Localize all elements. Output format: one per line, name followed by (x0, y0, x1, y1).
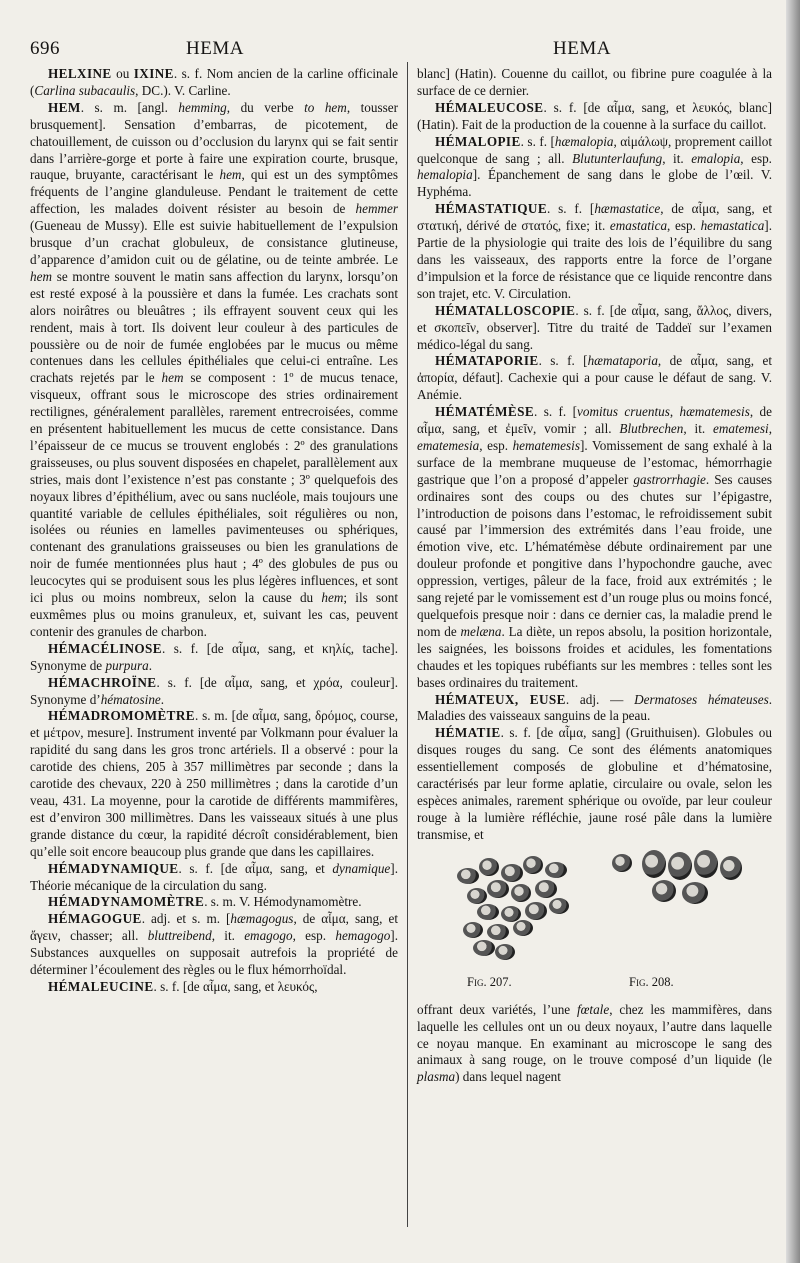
blood-cell-drawing (652, 880, 676, 902)
figure-207-caption: Fig. 207. (467, 974, 512, 989)
figure-207-blood-cells (417, 848, 597, 968)
dictionary-entry: HÉMALEUCINE. s. f. [de αἷμα, sang, et λευκός, (48, 978, 318, 994)
dictionary-entry: HÉMADYNAMIQUE. s. f. [de αἷμα, sang, et dynamique]. Théorie mécanique de la circulation du sang. (30, 860, 398, 893)
blood-cell-drawing (495, 944, 515, 960)
figure-208-caption: Fig. 208. (629, 974, 674, 989)
page-edge-shadow (786, 0, 800, 1263)
right-column-top (417, 66, 772, 844)
dictionary-entry: HÉMATEUX, EUSE. adj. — Dermatoses hémateuses. Maladies des vaisseaux sanguins de la peau. (417, 691, 772, 724)
blood-cell-drawing (523, 856, 543, 874)
right-column-bottom (417, 1002, 772, 1087)
dictionary-entry: HÉMADYNAMOMÈTRE. s. m. V. Hémodynamomètre. (48, 894, 362, 910)
figure-208-blood-cells (612, 848, 742, 928)
blood-cell-drawing (467, 888, 487, 904)
blood-cell-drawing (682, 882, 708, 904)
blood-cell-drawing (463, 922, 483, 938)
figure-area (417, 848, 772, 996)
blood-cell-drawing (479, 858, 499, 876)
dictionary-entry: HÉMASTATIQUE. s. f. [hæmastatice, de αἷμα, sang, et στατική, dérivé de στατός, fixe; it. emastatica, esp. hemastatica]. Partie de la physiologie qui traite des lois de l’équilibre du sang dans les vaisseaux, des rapports entre la force de l’organe d’impulsion et la force de résistance que ce liquide rencontre dans son trajet, etc. V. Circulation. (417, 201, 773, 301)
blood-cell-drawing (642, 850, 666, 878)
dictionary-entry: HÉMADROMOMÈTRE. s. m. [de αἷμα, sang, δρόμος, course, et μέτρον, mesure]. Instrument inventé par Volkmann pour évaluer la rapidité du sang dans les gros tronc artériels. Il a observé : pour la carotide des chiens, 205 à 357 millimètres par seconde ; dans la carotide des chevaux, 220 à 250 millimètres ; dans la carotide d’un veau, 431. La moyenne, pour la carotide de différents mammifères, est d’environ 300 millimètres. Dans les vaisseaux situés à une plus grande distance du cœur, la rapidité décroît considérablement, bien qu’elle soit encore beaucoup plus grande que dans les capillaires. (30, 708, 398, 859)
blood-cell-drawing (668, 852, 692, 880)
dictionary-entry: HÉMALOPIE. s. f. [hæmalopia, αἱμάλωψ, proprement caillot quelconque de sang ; all. Blutunterlaufung, it. emalopia, esp. hemalopia]. Épanchement de sang dans le globe de l’œil. V. Hyphéma. (417, 133, 772, 200)
dictionary-entry: HÉMATÉMÈSE. s. f. [vomitus cruentus, hæmatemesis, de αἷμα, sang, et ἐμεῖν, vomir ; all. Blutbrechen, it. ematemesi, ematemesia, esp. hematemesis]. Vomissement de sang exhalé à la surface de la membrane muqueuse de l’estomac, hémorrhagie gastrique que l’on a proposé d’appeler gastrorrhagie. Ses causes ordinaires sont des coups ou des chutes sur l’épigastre, l’introduction de poisons dans l’estomac, le refroidissement subit causé par l’immersion des extrémités dans l’eau froide, une émotion vive, etc. L’hématémèse débute ordinairement par une douleur profonde et pongitive dans l’hypochondre gauche, avec oppression, vertiges, pâleur de la face, froid aux extrémités ; le sang rejeté par le vomissement est d’un rouge plus ou moins foncé, quelquefois presque noir : dans ce dernier cas, la maladie prend le nom de melæna. La diète, un repos absolu, la position horizontale, les saignées, les boissons froides et acidules, les fomentations chaudes et les topiques rubéfiants sur les membres : telles sont les bases ordinaires du traitement. (417, 404, 773, 690)
column-divider (407, 62, 408, 1227)
dictionary-entry: HÉMACÉLINOSE. s. f. [de αἷμα, sang, et κηλίς, tache]. Synonyme de purpura. (30, 640, 398, 673)
running-head-left: HEMA (186, 38, 244, 59)
blood-cell-drawing (549, 898, 569, 914)
blood-cell-drawing (501, 906, 521, 922)
blood-cell-drawing (487, 880, 509, 898)
dictionary-entry: offrant deux variétés, l’une fœtale, chez les mammifères, dans laquelle les cellules ont un ou deux noyaux, l’autre dans laquelle ce noyau manque. En examinant au microscope le sang des animaux à sang rouge, on le trouve composé d’un liquide (le plasma) dans lequel nagent (417, 1001, 772, 1085)
blood-cell-drawing (694, 850, 718, 878)
dictionary-entry: HÉMAGOGUE. adj. et s. m. [hæmagogus, de αἷμα, sang, et ἄγειν, chasser; all. bluttreibend, it. emagogo, esp. hemagogo]. Substances auxquelles on supposait autrefois la propriété de déterminer l’écoulement des règles ou le flux hémorrhoïdal. (30, 911, 398, 978)
blood-cell-drawing (612, 854, 632, 872)
blood-cell-drawing (525, 902, 547, 920)
dictionary-entry: HEM. s. m. [angl. hemming, du verbe to hem, tousser brusquement]. Sensation d’embarras, de picotement, de chatouillement, de cuisson ou d’occlusion du larynx qui se fait sentir dans l’arrière-gorge et porte à faire une expiration courte, brusque, rauque, bruyante, caractérisant le hem, qui est un des symptômes fréquents de l’angine glanduleuse. Pendant le traitement de cette affection, les malades doivent résister au besoin de hemmer (Gueneau de Mussy). Elle est suivie habituellement de l’expulsion brusque d’un crachat globuleux, de consistance glutineuse, d’apparence d’amidon cuit ou de gélatine, ou de teinte ambrée. Le hem se montre souvent le matin sans affection du larynx, lorsqu’on est resté exposé à la poussière et dans la fumée. Les crachats sont alors noirâtres ou bleuâtres ; ils effrayent souvent ceux qui les rendent, mais à tort. Ils doivent leur couleur à des particules de poussière ou de noir de fumée englobées par le mucus ou même contenues dans les cellules épithéliales que celui-ci entraîne. Les crachats rejetés par le hem se composent : 1º de mucus tenace, visqueux, offrant sous le microscope des stries ordinairement rectilignes, généralement parallèles, rarement entrecroisées, comme en présentent habituellement les mucus de cette consistance. Dans l’épaisseur de ce mucus se trouvent englobés : 2º des granulations graisseuses, ou plus souvent disposées en chapelet, parallèlement aux stries, mais dont l’existence n’est pas constante ; 3º quelquefois des noyaux libres d’épithélium, avec ou sans nucléole, mais toujours une quantité variable de cellules épithéliales, soit régulières ou non, isolées ou réunies en lamelles pavimenteuses ou sphériques, contenant des granulations graisseuses ou bien les granulations de noir de fumée mentionnées plus haut ; 4º des globules de pus ou leucocytes qui se produisent sous les plus légères influences, et sont ici plus ou moins nombreux, selon la cause du hem; ils sont euxmêmes plus ou moins granuleux, et, suivant les cas, peuvent contenir des granules de charbon. (30, 99, 399, 639)
dictionary-entry: HÉMALEUCOSE. s. f. [de αἷμα, sang, et λευκός, blanc] (Hatin). Fait de la production de la couenne à la surface du caillot. (417, 99, 772, 132)
blood-cell-drawing (477, 904, 499, 920)
dictionary-entry: HÉMATAPORIE. s. f. [hæmataporia, de αἷμα, sang, et ἀπορία, défaut]. Cachexie qui a pour cause le défaut de sang. V. Anémie. (417, 353, 772, 403)
blood-cell-drawing (511, 884, 531, 902)
blood-cell-drawing (473, 940, 495, 956)
blood-cell-drawing (535, 880, 557, 898)
blood-cell-drawing (487, 924, 509, 940)
blood-cell-drawing (545, 862, 567, 878)
dictionary-entry: HELXINE ou IXINE. s. f. Nom ancien de la carline officinale (Carlina subacaulis, DC.). V. Carline. (30, 66, 398, 98)
dictionary-entry: HÉMATIE. s. f. [de αἷμα, sang] (Gruithuisen). Globules ou disques rouges du sang. Ce sont des éléments anatomiques essentiellement composés de globuline et d’hématosine, caractérisés par leur forme aplatie, circulaire ou ovale, selon les espèces animales, rarement sphérique ou ovoïde, par leur couleur rouge à la lumière réfléchie, jaune rosé pâle dans la lumière transmise, et (417, 725, 772, 842)
running-head-right: HEMA (553, 38, 611, 59)
page-number: 696 (30, 38, 60, 59)
dictionary-entry: HÉMACHROÏNE. s. f. [de αἷμα, sang, et χρόα, couleur]. Synonyme d’hématosine. (30, 674, 398, 707)
blood-cell-drawing (720, 856, 742, 880)
blood-cell-drawing (457, 868, 479, 884)
blood-cell-drawing (513, 920, 533, 936)
dictionary-entry: HÉMATALLOSCOPIE. s. f. [de αἷμα, sang, ἄλλος, divers, et σκοπεῖν, observer]. Titre du traité de Taddeï sur l’examen médico-légal du sang. (417, 302, 772, 352)
left-column (30, 66, 398, 996)
dictionary-entry: blanc] (Hatin). Couenne du caillot, ou fibrine pure coagulée à la surface de ce dernier. (417, 66, 772, 98)
blood-cell-drawing (501, 864, 523, 882)
right-column (417, 66, 772, 1086)
